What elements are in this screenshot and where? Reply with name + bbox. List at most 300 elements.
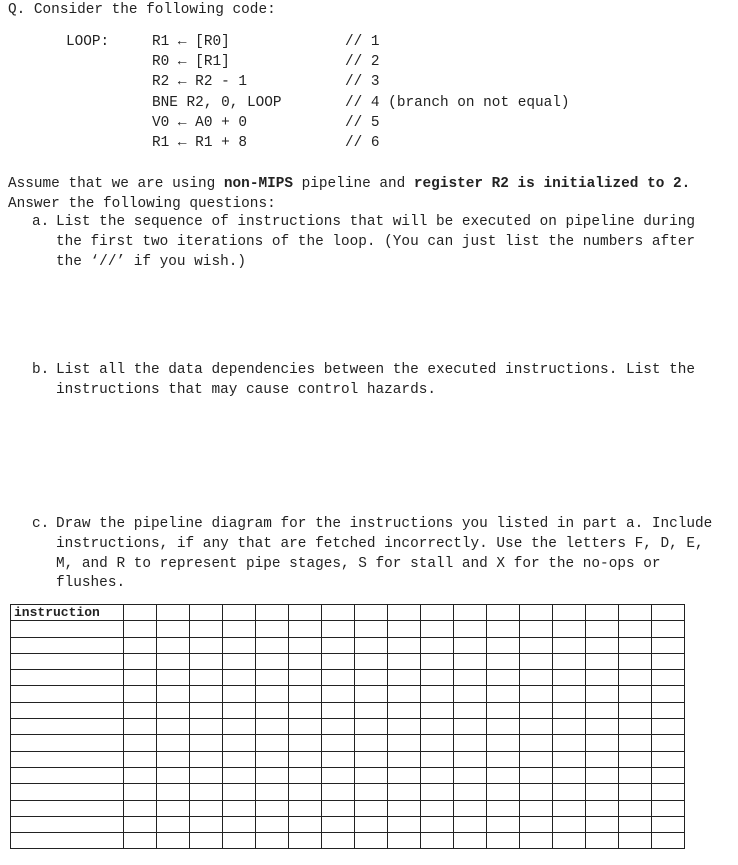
cycle-cell [322,637,355,653]
cycle-cell [256,605,289,621]
cycle-cell [553,735,586,751]
cycle-cell [454,816,487,832]
cycle-cell [223,816,256,832]
cycle-cell [553,637,586,653]
cycle-cell [223,833,256,849]
cycle-cell [322,670,355,686]
cycle-cell [520,751,553,767]
cycle-cell [322,686,355,702]
cycle-cell [190,767,223,783]
intro-bold-1: non-MIPS [223,176,293,192]
cycle-cell [520,605,553,621]
cycle-cell [421,653,454,669]
cycle-cell [355,735,388,751]
instruction-cell [11,751,124,767]
cycle-cell [421,686,454,702]
cycle-cell [256,670,289,686]
cycle-cell [157,637,190,653]
table-row [11,621,685,637]
cycle-cell [388,670,421,686]
cycle-cell [520,784,553,800]
loop-label: LOOP: [66,34,110,50]
cycle-cell [421,637,454,653]
cycle-cell [124,653,157,669]
instruction-cell [11,719,124,735]
cycle-cell [454,670,487,686]
cycle-cell [454,833,487,849]
cycle-cell [190,751,223,767]
instruction-cell [11,767,124,783]
cycle-cell [256,719,289,735]
intro-bold-2: register R2 is initialized to 2. [413,176,691,192]
cycle-cell [520,637,553,653]
code-comment-5: // 5 [345,115,380,131]
cycle-cell [355,621,388,637]
table-row [11,751,685,767]
intro-paragraph [8,175,733,214]
cycle-cell [190,605,223,621]
cycle-cell [586,653,619,669]
code-instr-2: R0 ← [R1] [152,54,230,70]
table-header-instruction: instruction [11,605,124,621]
code-comment-1: // 1 [345,34,380,50]
cycle-cell [487,621,520,637]
cycle-cell [124,751,157,767]
cycle-cell [652,784,685,800]
cycle-cell [223,686,256,702]
cycle-cell [487,751,520,767]
cycle-cell [421,784,454,800]
cycle-cell [322,784,355,800]
cycle-cell [454,605,487,621]
cycle-cell [388,637,421,653]
cycle-cell [223,719,256,735]
part-b-mark: b. [32,362,50,378]
table-row [11,637,685,653]
cycle-cell [256,800,289,816]
cycle-cell [619,833,652,849]
instruction-cell [11,637,124,653]
cycle-cell [619,621,652,637]
cycle-cell [256,816,289,832]
cycle-cell [520,621,553,637]
cycle-cell [487,833,520,849]
cycle-cell [355,767,388,783]
cycle-cell [223,800,256,816]
cycle-cell [421,605,454,621]
cycle-cell [289,833,322,849]
cycle-cell [652,702,685,718]
cycle-cell [289,637,322,653]
cycle-cell [256,735,289,751]
cycle-cell [586,637,619,653]
cycle-cell [322,767,355,783]
cycle-cell [322,621,355,637]
cycle-cell [454,735,487,751]
cycle-cell [553,670,586,686]
cycle-cell [223,702,256,718]
cycle-cell [586,833,619,849]
cycle-cell [520,653,553,669]
cycle-cell [454,653,487,669]
cycle-cell [124,719,157,735]
cycle-cell [619,735,652,751]
cycle-cell [157,653,190,669]
cycle-cell [652,653,685,669]
cycle-cell [256,702,289,718]
cycle-cell [586,816,619,832]
cycle-cell [553,719,586,735]
cycle-cell [553,751,586,767]
cycle-cell [256,621,289,637]
cycle-cell [355,686,388,702]
cycle-cell [223,767,256,783]
part-b-text: List all the data dependencies between the executed instructions. List the instructions that may cause control hazards. [56,362,696,398]
cycle-cell [223,605,256,621]
cycle-cell [421,621,454,637]
cycle-cell [355,653,388,669]
cycle-cell [454,702,487,718]
cycle-cell [124,816,157,832]
cycle-cell [586,670,619,686]
cycle-cell [223,637,256,653]
cycle-cell [289,735,322,751]
cycle-cell [256,751,289,767]
cycle-cell [619,767,652,783]
cycle-cell [619,670,652,686]
instruction-cell [11,621,124,637]
code-instr-5: V0 ← A0 + 0 [152,115,247,131]
cycle-cell [289,751,322,767]
cycle-cell [388,605,421,621]
cycle-cell [520,833,553,849]
cycle-cell [520,800,553,816]
cycle-cell [388,653,421,669]
cycle-cell [124,784,157,800]
cycle-cell [487,767,520,783]
cycle-cell [157,670,190,686]
cycle-cell [421,751,454,767]
cycle-cell [190,800,223,816]
cycle-cell [190,686,223,702]
intro-text-1: Assume that we are using [8,176,224,192]
cycle-cell [124,735,157,751]
cycle-cell [454,767,487,783]
intro-text-2: pipeline and [293,176,414,192]
cycle-cell [454,751,487,767]
cycle-cell [322,653,355,669]
cycle-cell [157,702,190,718]
cycle-cell [223,670,256,686]
cycle-cell [454,784,487,800]
cycle-cell [223,621,256,637]
cycle-cell [388,621,421,637]
cycle-cell [190,816,223,832]
cycle-cell [322,702,355,718]
cycle-cell [322,605,355,621]
cycle-cell [124,605,157,621]
cycle-cell [190,670,223,686]
pipeline-diagram-table [10,604,685,849]
cycle-cell [157,605,190,621]
cycle-cell [124,637,157,653]
cycle-cell [652,816,685,832]
cycle-cell [124,800,157,816]
cycle-cell [190,735,223,751]
cycle-cell [124,702,157,718]
cycle-cell [586,800,619,816]
cycle-cell [157,621,190,637]
cycle-cell [355,702,388,718]
code-comment-3: // 3 [345,74,380,90]
code-comment-4: // 4 (branch on not equal) [345,95,570,111]
cycle-cell [190,637,223,653]
cycle-cell [289,670,322,686]
instruction-cell [11,702,124,718]
cycle-cell [355,719,388,735]
cycle-cell [322,833,355,849]
cycle-cell [322,751,355,767]
cycle-cell [553,833,586,849]
cycle-cell [256,686,289,702]
cycle-cell [289,686,322,702]
cycle-cell [157,719,190,735]
cycle-cell [487,637,520,653]
cycle-cell [586,686,619,702]
part-b [32,361,722,401]
cycle-cell [553,605,586,621]
cycle-cell [223,751,256,767]
cycle-cell [322,719,355,735]
question-heading: Q. Consider the following code: [8,2,276,18]
table-row [11,653,685,669]
cycle-cell [157,751,190,767]
cycle-cell [553,767,586,783]
cycle-cell [487,702,520,718]
cycle-cell [652,637,685,653]
cycle-cell [619,702,652,718]
cycle-cell [256,833,289,849]
cycle-cell [322,816,355,832]
cycle-cell [553,621,586,637]
cycle-cell [388,735,421,751]
cycle-cell [256,767,289,783]
cycle-cell [553,816,586,832]
cycle-cell [388,702,421,718]
code-comment-2: // 2 [345,54,380,70]
cycle-cell [355,605,388,621]
instruction-cell [11,735,124,751]
cycle-cell [652,800,685,816]
code-instr-4: BNE R2, 0, LOOP [152,95,282,111]
cycle-cell [454,800,487,816]
cycle-cell [652,767,685,783]
cycle-cell [223,735,256,751]
table-row [11,735,685,751]
cycle-cell [289,719,322,735]
cycle-cell [157,784,190,800]
cycle-cell [586,767,619,783]
cycle-cell [421,670,454,686]
cycle-cell [652,833,685,849]
cycle-cell [619,800,652,816]
table-row [11,686,685,702]
cycle-cell [619,719,652,735]
cycle-cell [157,800,190,816]
cycle-cell [124,767,157,783]
cycle-cell [619,605,652,621]
instruction-cell [11,833,124,849]
cycle-cell [619,751,652,767]
cycle-cell [421,800,454,816]
cycle-cell [553,784,586,800]
cycle-cell [454,719,487,735]
cycle-cell [157,816,190,832]
cycle-cell [652,735,685,751]
instruction-cell [11,784,124,800]
cycle-cell [553,800,586,816]
cycle-cell [520,735,553,751]
cycle-cell [520,686,553,702]
cycle-cell [520,767,553,783]
cycle-cell [553,702,586,718]
cycle-cell [289,605,322,621]
cycle-cell [388,800,421,816]
cycle-cell [652,621,685,637]
cycle-cell [157,686,190,702]
cycle-cell [454,621,487,637]
cycle-cell [388,833,421,849]
cycle-cell [355,670,388,686]
cycle-cell [454,686,487,702]
cycle-cell [652,751,685,767]
cycle-cell [520,702,553,718]
cycle-cell [322,800,355,816]
cycle-cell [388,784,421,800]
code-instr-1: R1 ← [R0] [152,34,230,50]
table-row [11,833,685,849]
cycle-cell [388,686,421,702]
cycle-cell [190,784,223,800]
cycle-cell [289,702,322,718]
cycle-cell [157,833,190,849]
cycle-cell [487,719,520,735]
cycle-cell [388,767,421,783]
code-instr-6: R1 ← R1 + 8 [152,135,247,151]
cycle-cell [487,605,520,621]
cycle-cell [190,719,223,735]
cycle-cell [388,719,421,735]
cycle-cell [421,816,454,832]
instruction-cell [11,686,124,702]
intro-text-3: Answer the following questions: [8,195,276,212]
cycle-cell [586,751,619,767]
cycle-cell [619,686,652,702]
instruction-cell [11,816,124,832]
part-c [32,515,722,594]
cycle-cell [289,800,322,816]
cycle-cell [256,784,289,800]
cycle-cell [289,621,322,637]
cycle-cell [256,653,289,669]
cycle-cell [520,670,553,686]
code-comment-6: // 6 [345,135,380,151]
cycle-cell [157,735,190,751]
cycle-cell [289,653,322,669]
cycle-cell [652,605,685,621]
instruction-cell [11,653,124,669]
cycle-cell [454,637,487,653]
cycle-cell [388,816,421,832]
cycle-cell [487,735,520,751]
cycle-cell [487,670,520,686]
cycle-cell [487,686,520,702]
cycle-cell [124,670,157,686]
cycle-cell [421,719,454,735]
cycle-cell [619,816,652,832]
cycle-cell [487,816,520,832]
cycle-cell [421,735,454,751]
part-a-mark: a. [32,214,50,230]
cycle-cell [652,686,685,702]
cycle-cell [190,621,223,637]
cycle-cell [355,751,388,767]
cycle-cell [421,767,454,783]
cycle-cell [190,702,223,718]
cycle-cell [586,784,619,800]
part-c-text: Draw the pipeline diagram for the instructions you listed in part a. Include instructions, if any that are fetched incorrectly. Use the letters F, D, E, M, and R to represent pipe stages, S for stall and X for the no-ops or flushes. [56,516,713,592]
cycle-cell [289,816,322,832]
cycle-cell [289,784,322,800]
cycle-cell [421,833,454,849]
cycle-cell [487,800,520,816]
cycle-cell [586,621,619,637]
code-instr-3: R2 ← R2 - 1 [152,74,247,90]
part-c-mark: c. [32,516,50,532]
table-row [11,784,685,800]
cycle-cell [355,800,388,816]
cycle-cell [322,735,355,751]
cycle-cell [190,833,223,849]
table-row [11,800,685,816]
cycle-cell [586,719,619,735]
cycle-cell [487,784,520,800]
cycle-cell [388,751,421,767]
cycle-cell [619,653,652,669]
part-a [32,213,722,272]
part-a-text: List the sequence of instructions that will be executed on pipeline during the first two iterations of the loop. (You can just list the numbers after the ‘//’ if you wish.) [56,214,696,270]
cycle-cell [520,719,553,735]
cycle-cell [553,653,586,669]
cycle-cell [355,816,388,832]
cycle-cell [355,784,388,800]
cycle-cell [652,719,685,735]
cycle-cell [124,686,157,702]
table-row [11,719,685,735]
cycle-cell [223,653,256,669]
cycle-cell [355,637,388,653]
cycle-cell [421,702,454,718]
cycle-cell [652,670,685,686]
cycle-cell [487,653,520,669]
cycle-cell [586,605,619,621]
cycle-cell [553,686,586,702]
cycle-cell [586,735,619,751]
table-row [11,767,685,783]
cycle-cell [289,767,322,783]
table-row [11,816,685,832]
cycle-cell [586,702,619,718]
